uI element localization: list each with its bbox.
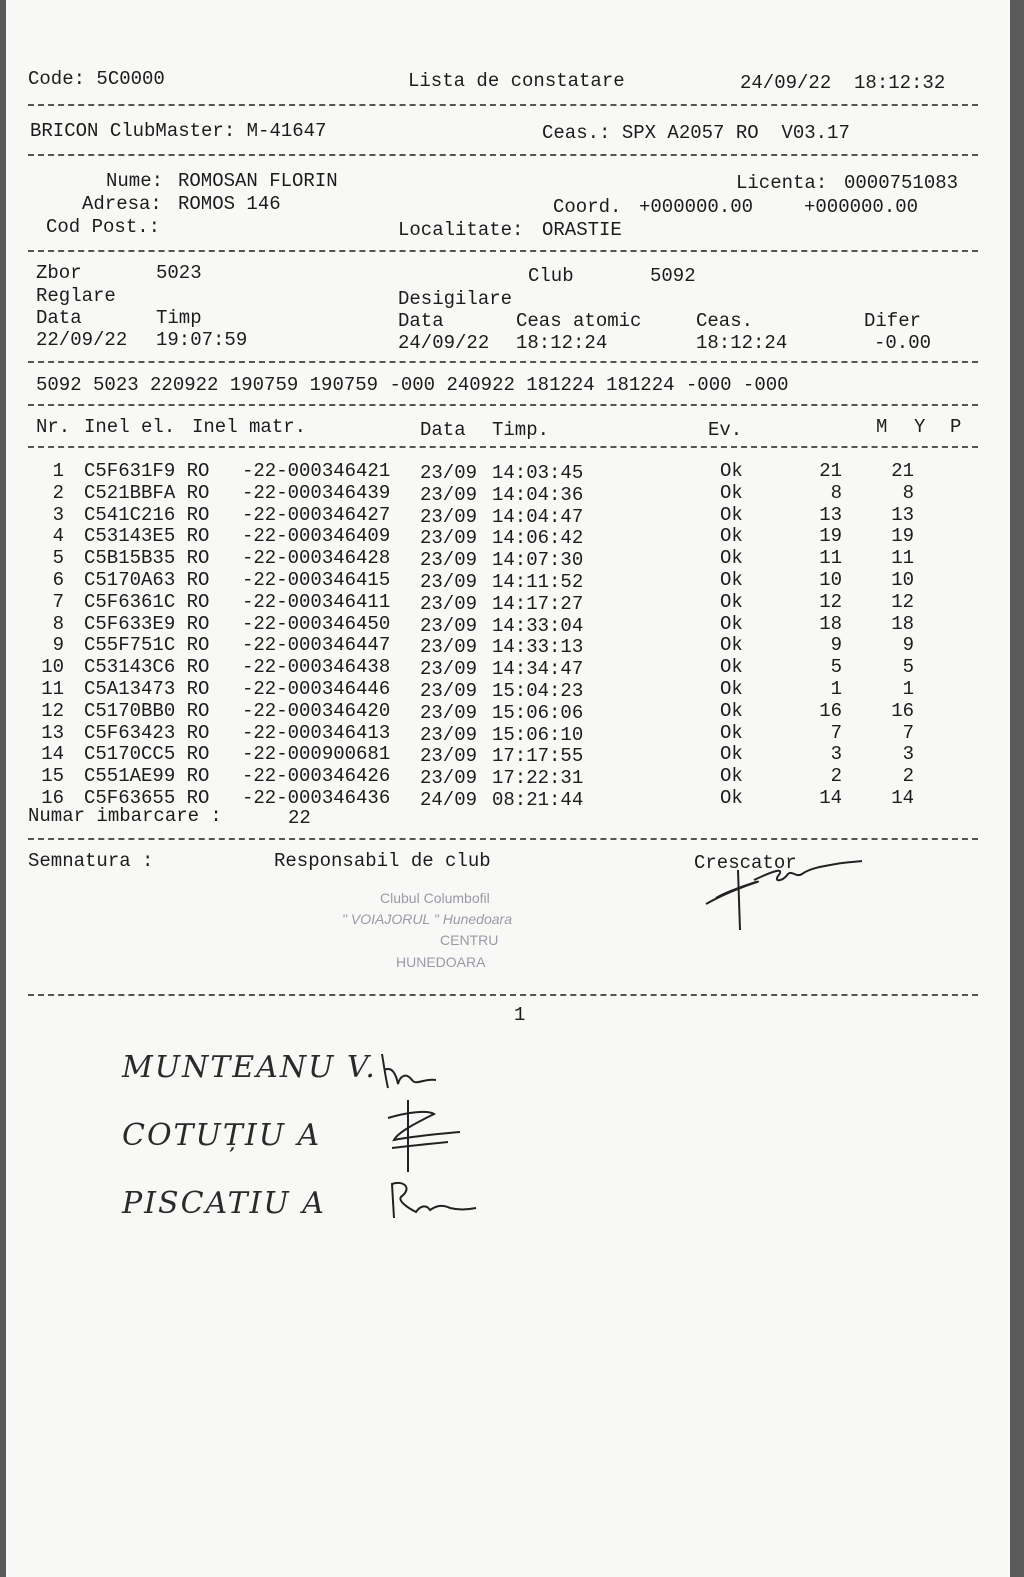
handwritten-signature-icon (376, 1046, 456, 1096)
cell-inel-matricol: -22-000346413 (242, 721, 391, 744)
cell-event: Ok (720, 765, 743, 788)
club-responsible-label: Responsabil de club (274, 850, 491, 872)
cell-inel-electronic: C5F6361C RO (84, 590, 210, 613)
document-title: Lista de constatare (408, 70, 625, 92)
coord-longitude: +000000.00 (804, 196, 919, 218)
cell-y: 12 (891, 590, 914, 613)
name-label: Nume: (106, 170, 164, 192)
reglare-label: Reglare (36, 285, 116, 307)
cell-nr: 10 (41, 656, 64, 679)
cell-date: 23/09 (420, 701, 478, 724)
cell-time: 15:06:10 (492, 723, 584, 746)
cell-y: 5 (902, 656, 914, 679)
cell-inel-electronic: C53143C6 RO (84, 656, 210, 679)
club-stamp-line: " VOIAJORUL " Hunedoara (342, 911, 512, 927)
cell-inel-matricol: -22-000900681 (242, 743, 391, 766)
club-label: Club (528, 265, 574, 287)
cell-event: Ok (720, 590, 743, 613)
cell-nr: 13 (41, 721, 64, 744)
zbor-label: Zbor (36, 262, 82, 284)
breeder-signature-icon (696, 852, 866, 932)
handwritten-signature-icon (380, 1178, 480, 1228)
cell-inel-electronic: C55F751C RO (84, 634, 210, 657)
desigilare-clock-time: 18:12:24 (696, 332, 788, 354)
cell-nr: 4 (52, 525, 64, 548)
cell-inel-matricol: -22-000346439 (242, 481, 391, 504)
cell-inel-electronic: C5F63655 RO (84, 787, 210, 809)
club-stamp-line: Clubul Columbofil (380, 890, 490, 906)
document-code: Code: 5C0000 (28, 68, 165, 90)
cell-date: 24/09 (420, 789, 478, 811)
reglare-time: 19:07:59 (156, 329, 248, 351)
cell-inel-matricol: -22-000346450 (242, 612, 391, 635)
boarding-count: 22 (288, 807, 311, 829)
table-row (6, 678, 1010, 700)
cell-inel-electronic: C53143E5 RO (84, 525, 210, 548)
cell-time: 14:07:30 (492, 549, 584, 572)
cell-y: 10 (891, 569, 914, 591)
header-inel-el: Inel el. (84, 416, 176, 438)
table-row (6, 460, 1010, 482)
cell-inel-matricol: -22-000346421 (242, 460, 391, 482)
cell-date: 23/09 (420, 636, 478, 659)
cell-inel-electronic: C5F631F9 RO (84, 460, 210, 482)
cell-time: 17:22:31 (492, 767, 584, 790)
cell-inel-electronic: C5170BB0 RO (84, 699, 210, 722)
cell-m: 10 (819, 569, 842, 591)
header-data: Data (420, 419, 466, 441)
cell-nr: 9 (52, 634, 64, 657)
cell-inel-matricol: -22-000346426 (242, 765, 391, 788)
cell-date: 23/09 (420, 549, 478, 572)
cell-date: 23/09 (420, 483, 478, 506)
cell-event: Ok (720, 569, 743, 591)
cell-m: 9 (830, 634, 842, 657)
cell-event: Ok (720, 721, 743, 744)
cell-nr: 1 (52, 460, 64, 482)
license-label: Licenta: (736, 172, 828, 194)
cell-inel-electronic: C5170A63 RO (84, 569, 210, 591)
cell-m: 13 (819, 503, 842, 526)
coord-label: Coord. (553, 196, 622, 218)
cell-m: 5 (830, 656, 842, 679)
cell-inel-electronic: C541C216 RO (84, 503, 210, 526)
separator (28, 838, 978, 840)
cell-m: 8 (830, 481, 842, 504)
club-stamp-line: HUNEDOARA (396, 954, 486, 970)
cell-event: Ok (720, 787, 743, 809)
cell-inel-matricol: -22-000346447 (242, 634, 391, 657)
postal-code-label: Cod Post.: (46, 216, 161, 238)
header-ev: Ev. (708, 419, 743, 441)
header-p: P (950, 416, 962, 438)
cell-m: 11 (819, 547, 842, 570)
cell-date: 23/09 (420, 745, 478, 768)
cell-nr: 3 (52, 503, 64, 526)
cell-time: 15:04:23 (492, 680, 584, 702)
table-row (6, 525, 1010, 550)
cell-inel-electronic: C5F63423 RO (84, 721, 210, 744)
cell-inel-matricol: -22-000346436 (242, 787, 391, 809)
locality: ORASTIE (542, 219, 622, 241)
cell-m: 7 (830, 721, 842, 744)
difference-label: Difer (864, 310, 922, 332)
cell-inel-electronic: C5170CC5 RO (84, 743, 210, 766)
desigilare-label: Desigilare (398, 288, 513, 310)
table-row (6, 743, 1010, 768)
cell-event: Ok (720, 743, 743, 766)
cell-time: 14:04:36 (492, 483, 584, 506)
cell-m: 3 (830, 743, 842, 766)
handwritten-name: COTUȚIU A (122, 1118, 322, 1153)
desig-data-label: Data (398, 310, 444, 332)
cell-inel-matricol: -22-000346420 (242, 699, 391, 722)
cell-inel-matricol: -22-000346428 (242, 547, 391, 570)
cell-time: 14:06:42 (492, 527, 584, 550)
cell-event: Ok (720, 612, 743, 635)
cell-date: 23/09 (420, 614, 478, 637)
cell-m: 12 (819, 590, 842, 613)
cell-y: 1 (902, 678, 914, 700)
separator (28, 446, 978, 448)
header-timp: Timp. (492, 419, 550, 441)
cell-inel-electronic: C5A13473 RO (84, 678, 210, 700)
cell-y: 7 (902, 721, 914, 744)
separator (28, 104, 978, 106)
atomic-clock-label: Ceas atomic (516, 310, 642, 332)
cell-event: Ok (720, 460, 743, 482)
cell-event: Ok (720, 547, 743, 570)
cell-nr: 16 (41, 787, 64, 809)
difference-value: -0.00 (874, 332, 932, 354)
cell-time: 14:03:45 (492, 462, 584, 484)
cell-y: 18 (891, 612, 914, 635)
cell-inel-matricol: -22-000346446 (242, 678, 391, 700)
cell-time: 14:11:52 (492, 571, 584, 593)
cell-y: 21 (891, 460, 914, 482)
cell-inel-electronic: C551AE99 RO (84, 765, 210, 788)
cell-y: 14 (891, 787, 914, 809)
table-row (6, 482, 1010, 504)
cell-y: 8 (902, 481, 914, 504)
cell-inel-matricol: -22-000346409 (242, 525, 391, 548)
header-y: Y (914, 416, 926, 438)
cell-m: 19 (819, 525, 842, 548)
table-row (6, 569, 1010, 591)
owner-name: ROMOSAN FLORIN (178, 170, 338, 192)
cell-time: 14:33:13 (492, 636, 584, 659)
cell-event: Ok (720, 481, 743, 504)
cell-date: 23/09 (420, 723, 478, 746)
cell-event: Ok (720, 634, 743, 657)
cell-event: Ok (720, 503, 743, 526)
breeder-label: Crescator (694, 852, 797, 874)
owner-address: ROMOS 146 (178, 193, 281, 215)
handwritten-signature-icon (378, 1096, 478, 1176)
cell-nr: 8 (52, 612, 64, 635)
cell-m: 14 (819, 787, 842, 809)
cell-inel-electronic: C5F633E9 RO (84, 612, 210, 635)
cell-inel-matricol: -22-000346427 (242, 503, 391, 526)
separator (28, 361, 978, 363)
club-number: 5092 (650, 265, 696, 287)
table-row (6, 547, 1010, 572)
cell-inel-matricol: -22-000346415 (242, 569, 391, 591)
flight-summary-line: 5092 5023 220922 190759 190759 -000 240922 181224 181224 -000 -000 (36, 374, 789, 396)
cell-inel-matricol: -22-000346411 (242, 590, 391, 613)
receipt-paper (6, 0, 1010, 1577)
cell-date: 23/09 (420, 658, 478, 681)
reglare-data-label: Data (36, 307, 82, 329)
cell-y: 11 (891, 547, 914, 570)
cell-m: 2 (830, 765, 842, 788)
cell-date: 23/09 (420, 767, 478, 790)
coord-latitude: +000000.00 (639, 196, 754, 218)
cell-date: 23/09 (420, 592, 478, 615)
header-nr: Nr. (36, 416, 71, 438)
table-header (6, 416, 1010, 441)
cell-time: 14:34:47 (492, 658, 584, 681)
clock-model: Ceas.: SPX A2057 RO V03.17 (542, 122, 850, 144)
cell-event: Ok (720, 656, 743, 679)
cell-y: 19 (891, 525, 914, 548)
cell-m: 1 (830, 678, 842, 700)
cell-m: 18 (819, 612, 842, 635)
signature-label: Semnatura : (28, 850, 154, 872)
cell-y: 16 (891, 699, 914, 722)
cell-event: Ok (720, 699, 743, 722)
table-row (6, 634, 1010, 659)
boarding-label: Numar imbarcare : (28, 805, 222, 827)
table-row (6, 656, 1010, 681)
separator (28, 154, 978, 156)
cell-date: 23/09 (420, 680, 478, 702)
table-row (6, 765, 1010, 790)
cell-nr: 6 (52, 569, 64, 591)
table-row (6, 722, 1010, 744)
cell-date: 23/09 (420, 505, 478, 528)
cell-event: Ok (720, 678, 743, 700)
locality-label: Localitate: (398, 219, 524, 241)
reglare-date: 22/09/22 (36, 329, 128, 351)
table-row (6, 591, 1010, 613)
club-stamp-line: CENTRU (440, 932, 499, 948)
table-row (6, 700, 1010, 722)
cell-date: 23/09 (420, 571, 478, 593)
table-row (6, 504, 1010, 526)
cell-date: 23/09 (420, 527, 478, 550)
cell-nr: 2 (52, 481, 64, 504)
license-number: 0000751083 (844, 172, 959, 194)
cell-inel-matricol: -22-000346438 (242, 656, 391, 679)
cell-nr: 11 (41, 678, 64, 700)
clock-label: Ceas. (696, 310, 754, 332)
desigilare-atomic-time: 18:12:24 (516, 332, 608, 354)
table-row (6, 613, 1010, 635)
separator (28, 404, 978, 406)
device-model: BRICON ClubMaster: M-41647 (30, 120, 327, 142)
cell-time: 14:17:27 (492, 592, 584, 615)
cell-nr: 12 (41, 699, 64, 722)
cell-date: 23/09 (420, 462, 478, 484)
address-label: Adresa: (82, 193, 162, 215)
page-number: 1 (514, 1004, 526, 1026)
cell-time: 08:21:44 (492, 789, 584, 811)
cell-m: 16 (819, 699, 842, 722)
handwritten-name: MUNTEANU V. (122, 1050, 377, 1085)
desigilare-date: 24/09/22 (398, 332, 490, 354)
cell-nr: 5 (52, 547, 64, 570)
cell-time: 14:04:47 (492, 505, 584, 528)
handwritten-name: PISCATIU A (122, 1186, 326, 1221)
cell-y: 2 (902, 765, 914, 788)
zbor-number: 5023 (156, 262, 202, 284)
cell-y: 3 (902, 743, 914, 766)
cell-time: 15:06:06 (492, 701, 584, 724)
header-m: M (876, 416, 888, 438)
print-datetime: 24/09/22 18:12:32 (740, 72, 946, 94)
cell-nr: 15 (41, 765, 64, 788)
reglare-timp-label: Timp (156, 307, 202, 329)
separator (28, 994, 978, 996)
cell-m: 21 (819, 460, 842, 482)
cell-time: 17:17:55 (492, 745, 584, 768)
cell-time: 14:33:04 (492, 614, 584, 637)
cell-inel-electronic: C5B15B35 RO (84, 547, 210, 570)
cell-event: Ok (720, 525, 743, 548)
cell-y: 9 (902, 634, 914, 657)
cell-y: 13 (891, 503, 914, 526)
cell-nr: 14 (41, 743, 64, 766)
cell-inel-electronic: C521BBFA RO (84, 481, 210, 504)
cell-nr: 7 (52, 590, 64, 613)
header-inel-matr: Inel matr. (192, 416, 307, 438)
separator (28, 250, 978, 252)
